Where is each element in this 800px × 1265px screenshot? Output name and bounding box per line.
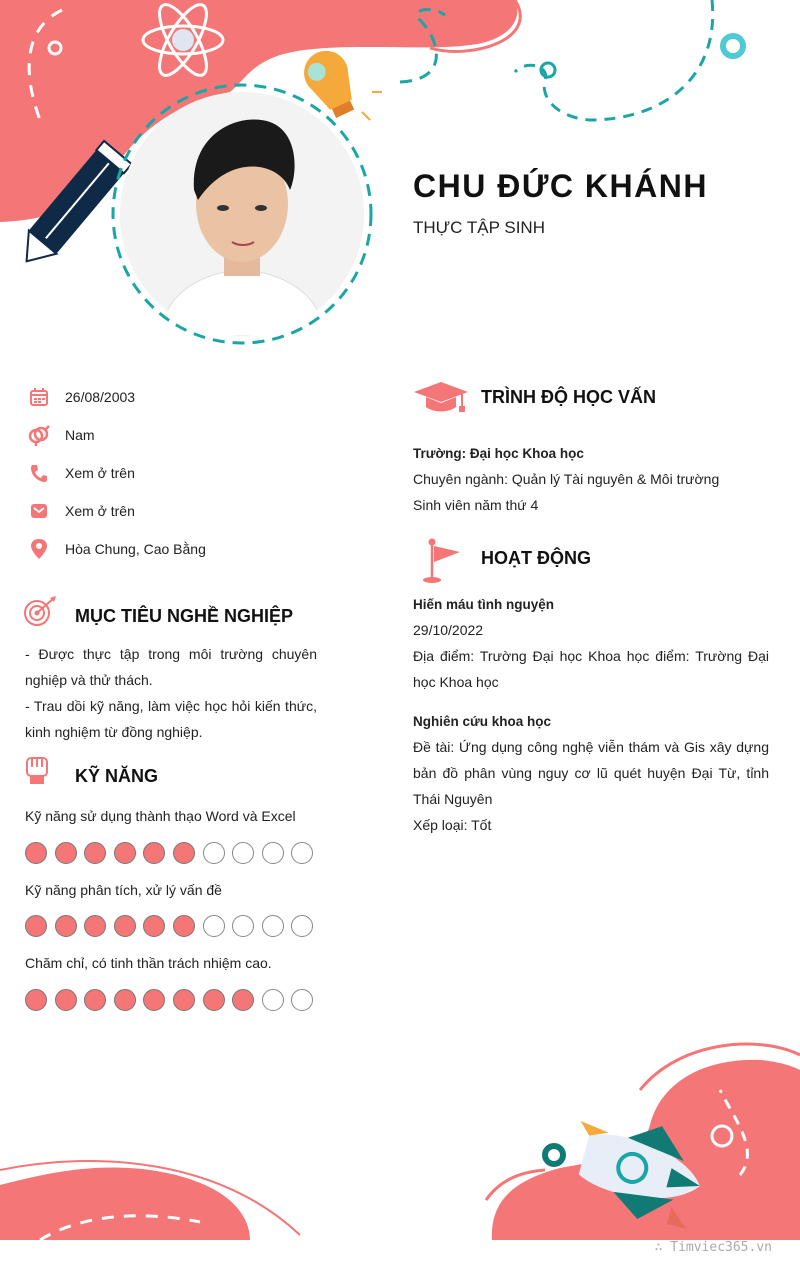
- skill-label: Chăm chỉ, có tinh thần trách nhiệm cao.: [25, 955, 272, 971]
- rating-dot-empty: [262, 989, 284, 1011]
- rating-dot-filled: [84, 842, 106, 864]
- rating-dot-filled: [173, 842, 195, 864]
- candidate-name: CHU ĐỨC KHÁNH: [413, 168, 708, 204]
- skill-rating: [25, 915, 313, 937]
- avatar-frame: [110, 82, 374, 346]
- education-year: Sinh viên năm thứ 4: [413, 497, 539, 513]
- activity-detail: Đề tài: Ứng dụng công nghệ viễn thám và Gis xây dựng bản đồ phân vùng nguy cơ lũ quét huyện Đại Từ, tỉnh Thái Nguyên: [413, 739, 769, 807]
- education-major: Chuyên ngành: Quản lý Tài nguyên & Môi trường: [413, 471, 720, 487]
- bottom-left-blob: [0, 1168, 250, 1240]
- rating-dot-empty: [203, 842, 225, 864]
- contact-phone[interactable]: [28, 461, 135, 485]
- teal-ring-bottom-icon: [545, 1146, 563, 1164]
- calendar-icon: [28, 386, 50, 408]
- rating-dot-filled: [84, 915, 106, 937]
- footer-brand: ∴ Timviec365.vn: [654, 1240, 772, 1255]
- skill-rating: [25, 842, 313, 864]
- rating-dot-filled: [173, 915, 195, 937]
- activity-name: Hiến máu tình nguyện: [413, 597, 555, 612]
- rating-dot-filled: [55, 989, 77, 1011]
- rating-dot-empty: [232, 842, 254, 864]
- rating-dot-filled: [84, 989, 106, 1011]
- activity-date: 29/10/2022: [413, 622, 484, 638]
- rating-dot-filled: [55, 915, 77, 937]
- phone-icon: [28, 462, 50, 484]
- rating-dot-filled: [114, 915, 136, 937]
- skill-label: Kỹ năng phân tích, xử lý vấn đề: [25, 882, 222, 898]
- contact-email[interactable]: [28, 499, 135, 523]
- rating-dot-filled: [25, 915, 47, 937]
- education-school: Trường: Đại học Khoa học: [413, 446, 584, 461]
- gender-icon: [28, 424, 50, 446]
- teal-ring-icon: [723, 36, 743, 56]
- location-pin-icon: [28, 538, 50, 560]
- objective-title: MỤC TIÊU NGHỀ NGHIỆP: [75, 606, 294, 626]
- graduation-cap-icon: [414, 380, 468, 414]
- rating-dot-filled: [143, 842, 165, 864]
- rating-dot-empty: [291, 915, 313, 937]
- target-icon: [22, 596, 58, 628]
- activity-result: Xếp loại: Tốt: [413, 817, 492, 833]
- contact-gender: [28, 423, 95, 447]
- flag-icon: [420, 538, 462, 584]
- rating-dot-filled: [173, 989, 195, 1011]
- rating-dot-empty: [232, 915, 254, 937]
- skill-label: Kỹ năng sử dụng thành thạo Word và Excel: [25, 808, 296, 824]
- gender-text: Nam: [65, 427, 95, 443]
- activity-detail: Địa điểm: Trường Đại học Khoa học điểm: Trường Đại học Khoa học: [413, 648, 769, 690]
- skills-title: KỸ NĂNG: [75, 766, 159, 786]
- portrait-placeholder: [120, 92, 364, 336]
- education-title: TRÌNH ĐỘ HỌC VẤN: [481, 387, 656, 407]
- fist-icon: [24, 752, 50, 786]
- contact-birthdate: [28, 385, 135, 409]
- email-text: Xem ở trên: [65, 503, 135, 519]
- rating-dot-filled: [114, 989, 136, 1011]
- skill-rating: [25, 989, 313, 1011]
- phone-text: Xem ở trên: [65, 465, 135, 481]
- rating-dot-filled: [25, 989, 47, 1011]
- rating-dot-empty: [262, 842, 284, 864]
- rating-dot-filled: [143, 915, 165, 937]
- activities-title: HOẠT ĐỘNG: [481, 548, 591, 568]
- rating-dot-filled: [55, 842, 77, 864]
- address-text: Hòa Chung, Cao Bằng: [65, 541, 206, 557]
- rating-dot-empty: [262, 915, 284, 937]
- rating-dot-filled: [203, 989, 225, 1011]
- contact-address: [28, 537, 206, 561]
- rating-dot-empty: [291, 989, 313, 1011]
- rating-dot-filled: [114, 842, 136, 864]
- rating-dot-empty: [203, 915, 225, 937]
- mail-icon: [28, 500, 50, 522]
- rating-dot-filled: [143, 989, 165, 1011]
- candidate-role: THỰC TẬP SINH: [413, 218, 545, 237]
- birthdate-text: 26/08/2003: [65, 389, 136, 405]
- activity-name: Nghiên cứu khoa học: [413, 714, 552, 729]
- rating-dot-filled: [25, 842, 47, 864]
- avatar: [120, 92, 364, 336]
- rating-dot-filled: [232, 989, 254, 1011]
- objective-text: - Được thực tập trong môi trường chuyên nghiệp và thử thách. - Trau dồi kỹ năng, làm việc học hỏi kiến thức, kinh nghiệm từ đồng nghiệp.: [25, 646, 317, 740]
- rating-dot-empty: [291, 842, 313, 864]
